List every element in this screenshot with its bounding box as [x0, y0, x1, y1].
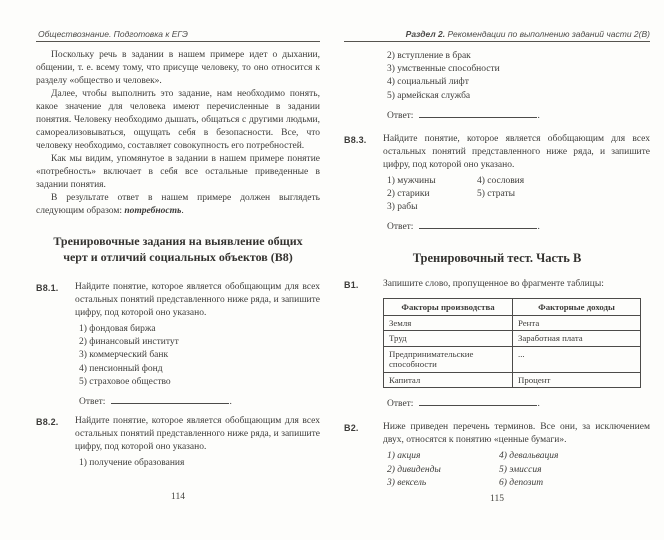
running-head-left: Обществознание. Подготовка к ЕГЭ [38, 29, 188, 39]
task-b1-body [383, 278, 650, 411]
list-item: 2) старики [387, 189, 430, 200]
task-b8-2-items [75, 457, 320, 470]
list-item: 1) мужчины [387, 175, 436, 186]
answer-label: Ответ: [387, 110, 414, 121]
table-cell: Процент [513, 372, 641, 388]
task-b8-2-label: В8.2. [36, 417, 59, 428]
list-item: 3) вексель [387, 477, 427, 488]
answer-label: Ответ: [387, 399, 414, 410]
task-b8-1-label: В8.1. [36, 283, 59, 293]
list-item: 6) депозит [499, 477, 544, 488]
table-row [384, 315, 641, 331]
task-b8-2-text: Найдите понятие, которое является обобщающим для всех остальных понятий представленного ниже ряда, и запишите цифру, под которой оно указано. [75, 416, 320, 453]
paragraph: Поскольку речь в задании в нашем примере идет о дыхании, общении, т. е. всему тому, что присуще человеку, то оно относится к разделу «общество и человек». [36, 50, 320, 86]
answer-suffix: . [537, 399, 540, 410]
page-right [344, 0, 650, 540]
list-item: 3) коммерческий банк [79, 350, 169, 361]
list-item: 1) получение образования [79, 458, 185, 469]
task-b2-label: В2. [344, 423, 359, 434]
task-b8-1-body [75, 281, 320, 409]
answer-line [383, 396, 650, 411]
task-b2 [344, 421, 650, 490]
table-row [384, 331, 641, 347]
task-b2-text: Ниже приведен перечень терминов. Все они, за исключением двух, относятся к понятию «ценные бумаги». [383, 422, 650, 446]
table-cell: Заработная плата [513, 331, 641, 347]
task-b8-1-text: Найдите понятие, которое является обобщающим для всех остальных понятий представленного ниже ряда, и запишите цифру, под которой оно указано. [75, 282, 320, 318]
table-row [384, 372, 641, 388]
answer-suffix: . [537, 222, 540, 233]
list-item: 1) акция [387, 451, 421, 462]
table-header-row [384, 299, 641, 316]
page-number-right: 115 [490, 494, 504, 504]
task-b8-2-continued-items [383, 50, 650, 103]
answer-blank-line [111, 394, 229, 404]
list-item: 5) страты [477, 189, 516, 200]
task-b8-2-body [75, 415, 320, 470]
intro-text [36, 49, 320, 218]
paragraph-prefix: В результате ответ в нашем примере должен выглядеть следующим образом: [36, 193, 320, 216]
running-head-rule-right [344, 41, 650, 42]
answer-term: потребность [124, 206, 182, 216]
test-heading: Тренировочный тест. Часть В [412, 251, 582, 266]
task-b8-3 [344, 133, 650, 235]
list-item: 5) армейская служба [387, 90, 471, 101]
answer-label: Ответ: [387, 222, 414, 233]
list-item: 4) девальвация [499, 451, 559, 462]
task-b1-text: Запишите слово, пропущенное во фрагменте таблицы: [383, 279, 604, 290]
list-item: 2) финансовый институт [79, 337, 179, 348]
answer-blank-line [419, 108, 537, 118]
task-b8-1-items [75, 323, 320, 389]
list-item: 5) эмиссия [499, 464, 542, 475]
task-b8-1 [36, 281, 320, 409]
paragraph-with-answer [36, 192, 320, 218]
running-head-section: Раздел 2. [405, 29, 446, 39]
page-number-left: 114 [171, 492, 185, 502]
page-left [36, 0, 320, 540]
answer-suffix: . [537, 110, 540, 121]
table-header-cell: Факторы производства [384, 299, 513, 316]
task-b2-body [383, 421, 650, 490]
answer-blank-line [419, 396, 537, 406]
list-item: 1) фондовая биржа [79, 324, 156, 334]
table-cell: Рента [513, 315, 641, 331]
item-row [387, 201, 650, 214]
answer-suffix: . [229, 397, 232, 408]
item-row [387, 464, 650, 477]
table-header-cell: Факторные доходы [513, 299, 641, 316]
table-cell: Капитал [384, 372, 513, 388]
task-b8-3-body [383, 133, 650, 235]
task-b8-3-items [383, 175, 650, 215]
paragraph: Далее, чтобы выполнить это задание, нам необходимо понять, какое значение для человека имеют перечисленные в задании понятия. Человеку необходимо дышать, общаться с другими людьми, самореализовываться, ощущать себя в безопасности. Все, что человеку необходимо, составляет совокупность его потребностей. [36, 89, 320, 151]
task-b1 [344, 278, 650, 411]
answer-line [383, 108, 650, 123]
table-cell: Земля [384, 315, 513, 331]
table-cell: Предпринимательские способности [384, 346, 513, 372]
list-item: 4) пенсионный фонд [79, 363, 163, 374]
factors-table [383, 298, 641, 388]
table-cell: ... [513, 346, 641, 372]
list-item: 5) страховое общество [79, 376, 171, 387]
task-b8-2 [36, 415, 320, 470]
task-b8-3-text: Найдите понятие, которое является обобщающим для всех остальных понятий представленного ниже ряда, и запишите цифру, под которой оно указано. [383, 133, 650, 170]
running-head-rule-left [36, 41, 320, 42]
running-head-right [344, 0, 650, 39]
task-b8-3-label: В8.3. [344, 134, 367, 145]
list-item: 4) сословия [477, 175, 525, 186]
list-item: 2) дивиденды [387, 464, 441, 475]
list-item: 4) социальный лифт [387, 77, 469, 88]
list-item: 3) рабы [387, 202, 418, 213]
list-item: 3) умственные способности [387, 64, 500, 75]
list-item: 2) вступление в брак [387, 51, 471, 61]
item-row [387, 450, 650, 463]
table-row [384, 346, 641, 372]
answer-label: Ответ: [79, 397, 106, 408]
item-row [387, 477, 650, 490]
item-row [387, 175, 650, 188]
running-head-title: Рекомендации по выполнению заданий части 2(В) [445, 29, 650, 39]
section-heading-b8: Тренировочные задания на выявление общих черт и отличий социальных объектов (В8) [53, 234, 303, 264]
answer-blank-line [419, 219, 537, 229]
paragraph-suffix: . [181, 206, 184, 216]
task-b1-label: В1. [344, 280, 359, 291]
paragraph: Как мы видим, упомянутое в задании в нашем примере понятие «потребность» включает в себя все остальные приведенные в задании понятия. [36, 154, 320, 190]
item-row [387, 188, 650, 201]
task-b2-items [383, 450, 650, 490]
answer-line [383, 219, 650, 234]
answer-line [75, 394, 320, 409]
table-cell: Труд [384, 331, 513, 347]
task-b8-2-continued [383, 50, 650, 123]
